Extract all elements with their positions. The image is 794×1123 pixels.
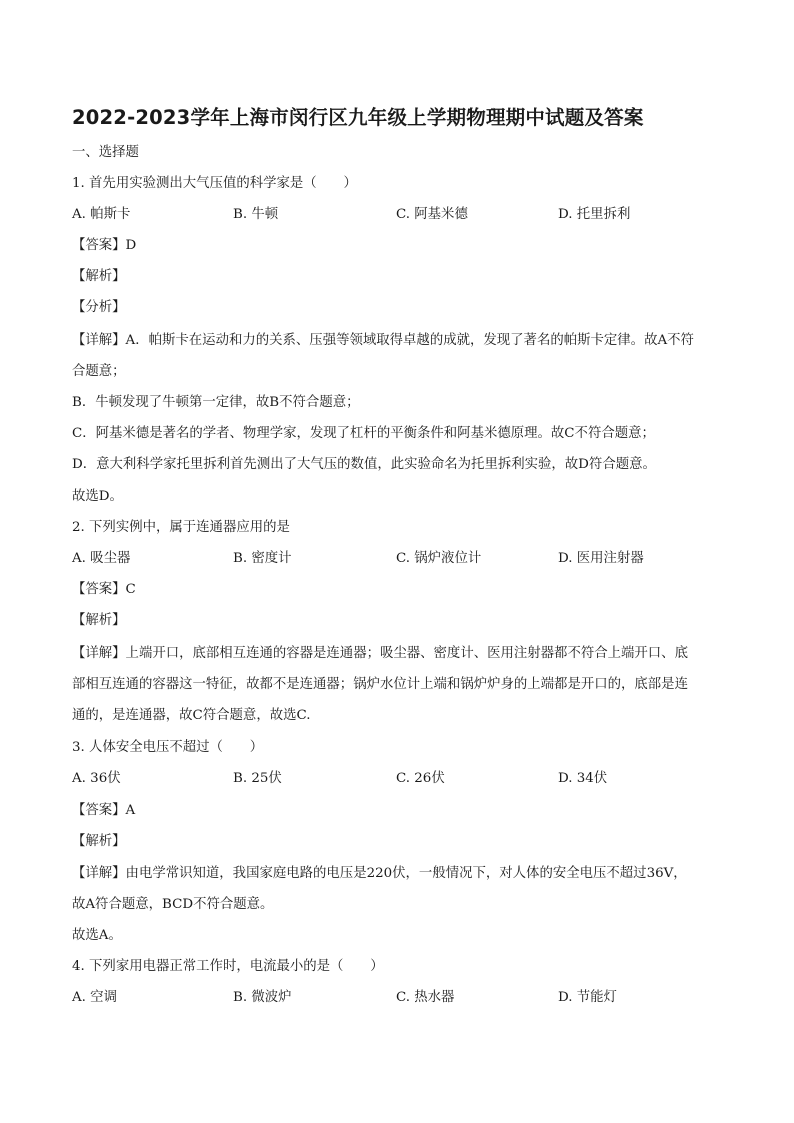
- question-4-stem: 4. 下列家用电器正常工作时，电流最小的是（ ）: [72, 959, 384, 974]
- q1-detail-line: 合题意；: [72, 364, 126, 379]
- q3-detail-line: 【详解】由电学常识知道，我国家庭电路的电压是220伏，一般情况下，对人体的安全电压不超过36V，: [72, 866, 687, 881]
- q3-jiexi-label: 【解析】: [72, 834, 126, 849]
- q4-option-b: B. 微波炉: [233, 990, 292, 1005]
- q1-conclusion: 故选D。: [72, 489, 123, 504]
- question-2-stem: 2. 下列实例中，属于连通器应用的是: [72, 520, 290, 535]
- q1-jiexi-label: 【解析】: [72, 269, 126, 284]
- q2-detail-line: 通的，是连通器，故C符合题意，故选C.: [72, 708, 311, 723]
- document-title: 2022-2023学年上海市闵行区九年级上学期物理期中试题及答案: [72, 106, 644, 129]
- q4-option-d: D. 节能灯: [558, 990, 617, 1005]
- q3-option-b: B. 25伏: [233, 771, 282, 786]
- q1-option-b: B. 牛顿: [233, 207, 279, 222]
- q2-detail-line: 部相互连通的容器这一特征，故都不是连通器；锅炉水位计上端和锅炉炉身的上端都是开口的，底部是连: [72, 677, 688, 692]
- q2-option-b: B. 密度计: [233, 551, 292, 566]
- q1-answer: 【答案】D: [72, 238, 137, 253]
- q3-detail-line: 故A符合题意，BCD不符合题意。: [72, 897, 274, 912]
- q1-option-a: A. 帕斯卡: [72, 207, 131, 222]
- q1-option-c: C. 阿基米德: [396, 207, 468, 222]
- q1-detail-line: D．意大利科学家托里拆利首先测出了大气压的数值，此实验命名为托里拆利实验，故D符合题意。: [72, 457, 656, 472]
- q3-option-d: D. 34伏: [558, 771, 608, 786]
- q1-detail-line: 【详解】A．帕斯卡在运动和力的关系、压强等领域取得卓越的成就，发现了著名的帕斯卡定律。故A不符: [72, 333, 694, 348]
- q4-option-c: C. 热水器: [396, 990, 455, 1005]
- q2-option-a: A. 吸尘器: [72, 551, 131, 566]
- q2-answer: 【答案】C: [72, 582, 136, 597]
- q3-option-c: C. 26伏: [396, 771, 445, 786]
- q1-fenxi-label: 【分析】: [72, 300, 126, 315]
- q3-conclusion: 故选A。: [72, 928, 122, 943]
- section-heading: 一、选择题: [72, 145, 139, 160]
- q3-option-a: A. 36伏: [72, 771, 121, 786]
- q2-jiexi-label: 【解析】: [72, 613, 126, 628]
- q2-option-c: C. 锅炉液位计: [396, 551, 482, 566]
- q4-option-a: A. 空调: [72, 990, 117, 1005]
- q3-answer: 【答案】A: [72, 803, 136, 818]
- q2-option-d: D. 医用注射器: [558, 551, 644, 566]
- q1-detail-line: C．阿基米德是著名的学者、物理学家，发现了杠杆的平衡条件和阿基米德原理。故C不符合题意；: [72, 426, 655, 441]
- question-3-stem: 3. 人体安全电压不超过（ ）: [72, 740, 264, 755]
- q2-detail-line: 【详解】上端开口，底部相互连通的容器是连通器；吸尘器、密度计、医用注射器都不符合上端开口、底: [72, 646, 688, 661]
- q1-option-d: D. 托里拆利: [558, 207, 631, 222]
- question-1-stem: 1. 首先用实验测出大气压值的科学家是（ ）: [72, 176, 357, 191]
- q1-detail-line: B．牛顿发现了牛顿第一定律，故B不符合题意；: [72, 395, 360, 410]
